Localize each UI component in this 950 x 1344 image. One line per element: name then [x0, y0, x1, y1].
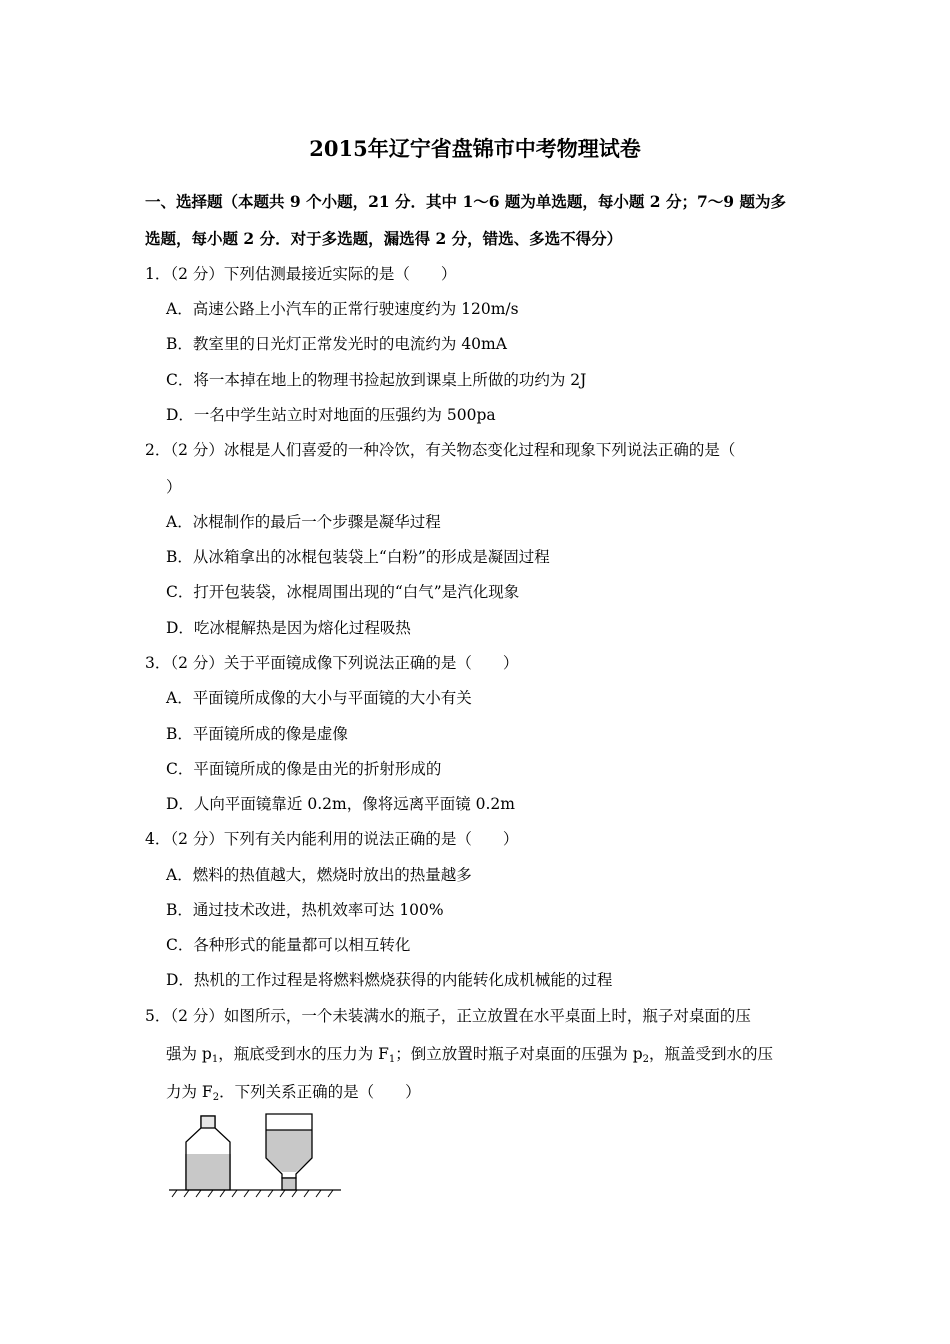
question-3-option-b: B．平面镜所成的像是虚像: [166, 725, 348, 743]
question-4-option-a: A．燃料的热值越大，燃烧时放出的热量越多: [166, 866, 472, 884]
question-1-option-b: B．教室里的日光灯正常发光时的电流约为 40mA: [166, 335, 507, 353]
section-heading-line-2: 选题，每小题 2 分．对于多选题，漏选得 2 分，错选、多选不得分）: [145, 229, 623, 248]
question-1-stem: 1．（2 分）下列估测最接近实际的是（ ）: [145, 265, 457, 283]
question-2-option-b: B．从冰箱拿出的冰棍包装袋上“白粉”的形成是凝固过程: [166, 548, 550, 566]
question-3-stem: 3．（2 分）关于平面镜成像下列说法正确的是（ ）: [145, 654, 519, 672]
section-heading-line-1: 一、选择题（本题共 9 个小题，21 分．其中 1～6 题为单选题，每小题 2 分；7～9 题为多: [145, 192, 786, 211]
inverted-bottle: [266, 1114, 312, 1190]
upright-bottle: [185, 1116, 231, 1190]
table-surface: [169, 1190, 341, 1197]
question-5-stem-line-2: 强为 $p_1$，瓶底受到水的压力为 $F_1$；倒立放置时瓶子对桌面的压强为 $p_2$，瓶盖受到水的压: [166, 1045, 774, 1065]
question-5-stem-line-3: 力为 $F_2$．下列关系正确的是（ ）: [166, 1083, 421, 1103]
question-2-option-c: C．打开包装袋，冰棍周围出现的“白气”是汽化现象: [166, 583, 520, 601]
question-3-option-a: A．平面镜所成像的大小与平面镜的大小有关: [166, 689, 472, 707]
bottle-diagram: [165, 1112, 345, 1202]
question-4-option-c: C．各种形式的能量都可以相互转化: [166, 936, 411, 954]
question-4-option-b: B．通过技术改进，热机效率可达 100%: [166, 901, 444, 919]
question-3-option-c: C．平面镜所成的像是由光的折射形成的: [166, 760, 442, 778]
page-title: 2015年辽宁省盘锦市中考物理试卷: [309, 136, 641, 161]
question-1-option-a: A．高速公路上小汽车的正常行驶速度约为 120m/s: [166, 300, 519, 318]
question-5-stem: 5．（2 分）如图所示，一个未装满水的瓶子，正立放置在水平桌面上时，瓶子对桌面的压: [145, 1007, 751, 1025]
question-4-option-d: D．热机的工作过程是将燃料燃烧获得的内能转化成机械能的过程: [166, 971, 613, 989]
question-3-option-d: D．人向平面镜靠近 0.2m，像将远离平面镜 0.2m: [166, 795, 515, 813]
question-4-stem: 4．（2 分）下列有关内能利用的说法正确的是（ ）: [145, 830, 519, 848]
question-2-option-a: A．冰棍制作的最后一个步骤是凝华过程: [166, 513, 441, 531]
question-2-option-d: D．吃冰棍解热是因为熔化过程吸热: [166, 619, 411, 637]
question-1-option-d: D．一名中学生站立时对地面的压强约为 500pa: [166, 406, 496, 424]
question-1-option-c: C．将一本掉在地上的物理书捡起放到课桌上所做的功约为 2J: [166, 371, 587, 389]
question-2-stem: 2．（2 分）冰棍是人们喜爱的一种冷饮，有关物态变化过程和现象下列说法正确的是（: [145, 441, 736, 459]
question-2-stem-continued: ）: [166, 478, 182, 496]
